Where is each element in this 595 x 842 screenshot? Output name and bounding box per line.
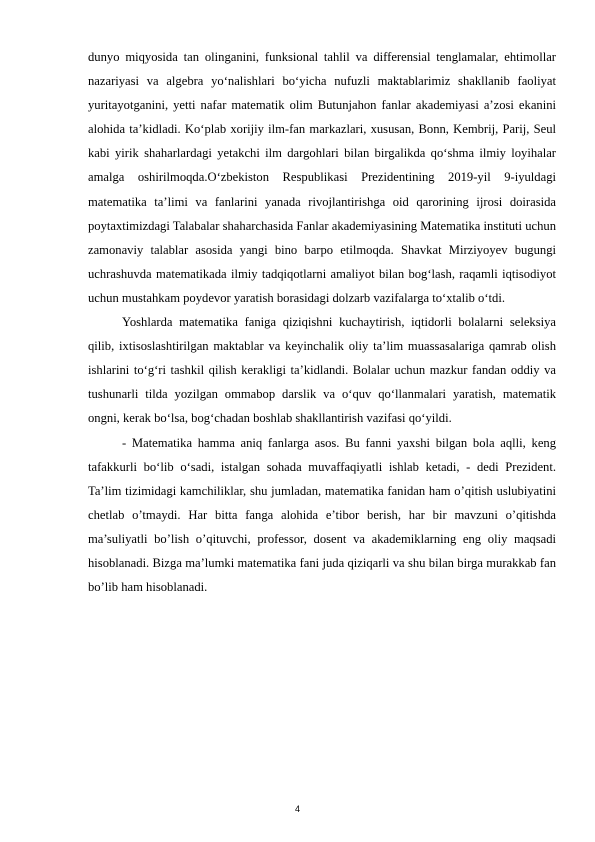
paragraph-continuation: dunyo miqyosida tan olinganini, funksional tahlil va differensial tenglamalar, ehtimollar nazariyasi va algebra yoʻnalishlari boʻyicha nufuzli maktablarimiz shakllanib faoliyat yuritayotganini, yetti nafar matematik olim Butunjahon fanlar akademiyasi aʼzosi ekanini alohida taʼkidladi. Koʻplab xorijiy ilm-fan markazlari, xususan, Bonn, Kembrij, Parij, Seul kabi yirik shaharlardagi yetakchi ilm dargohlari bilan birgalikda qoʻshma ilmiy loyihalar amalga oshirilmoqda.Oʻzbekiston Respublikasi Prezidentining 2019-yil 9-iyuldagi matematika taʼlimi va fanlarini yanada rivojlantirishga oid qarorining ijrosi doirasida poytaxtimizdagi Talabalar shaharchasida Fanlar akademiyasining Matematika instituti uchun zamonaviy talablar asosida yangi bino barpo etilmoqda. Shavkat Mirziyoyev bugungi uchrashuvda matematikada ilmiy tadqiqotlarni amaliyot bilan bogʻlash, raqamli iqtisodiyot uchun mustahkam poydevor yaratish borasidagi dolzarb vazifalarga toʻxtalib oʻtdi.: [88, 50, 556, 305]
page-number: 4: [294, 804, 300, 814]
paragraph-youth-mathematics: Yoshlarda matematika faniga qiziqishni kuchaytirish, iqtidorli bolalarni seleksiya qilib, ixtisoslashtirilgan maktablar va keyinchalik oliy taʼlim muassasalariga qamrab olish ishlarini toʻgʻri tashkil qilish kerakligi taʼkidlandi. Bolalar uchun mazkur fandan oddiy va tushunarli tilda yozilgan ommabop darslik va oʻquv qoʻllanmalari yaratish, matematik ongni, kerak boʻlsa, bogʻchadan boshlab shakllantirish vazifasi qoʻyildi.: [88, 315, 556, 426]
document-page: [88, 45, 556, 599]
paragraph-president-quote: - Matematika hamma aniq fanlarga asos. Bu fanni yaxshi bilgan bola aqlli, keng tafakkurli boʻlib oʻsadi, istalgan sohada muvaffaqiyatli ishlab ketadi, - dedi Prezident. Ta’lim tizimidagi kamchiliklar, shu jumladan, matematika fanidan ham o’qitish uslubiyatini chetlab o’tmaydi. Har bitta fanga alohida e’tibor berish, har bir mavzuni o’qitishda ma’suliyatli bo’lish o’qituvchi, professor, dosent va akademiklarning eng oliy maqsadi hisoblanadi. Bizga ma’lumki matematika fani juda qiziqarli va shu bilan birga murakkab fan bo’lib ham hisoblanadi.: [88, 435, 556, 595]
